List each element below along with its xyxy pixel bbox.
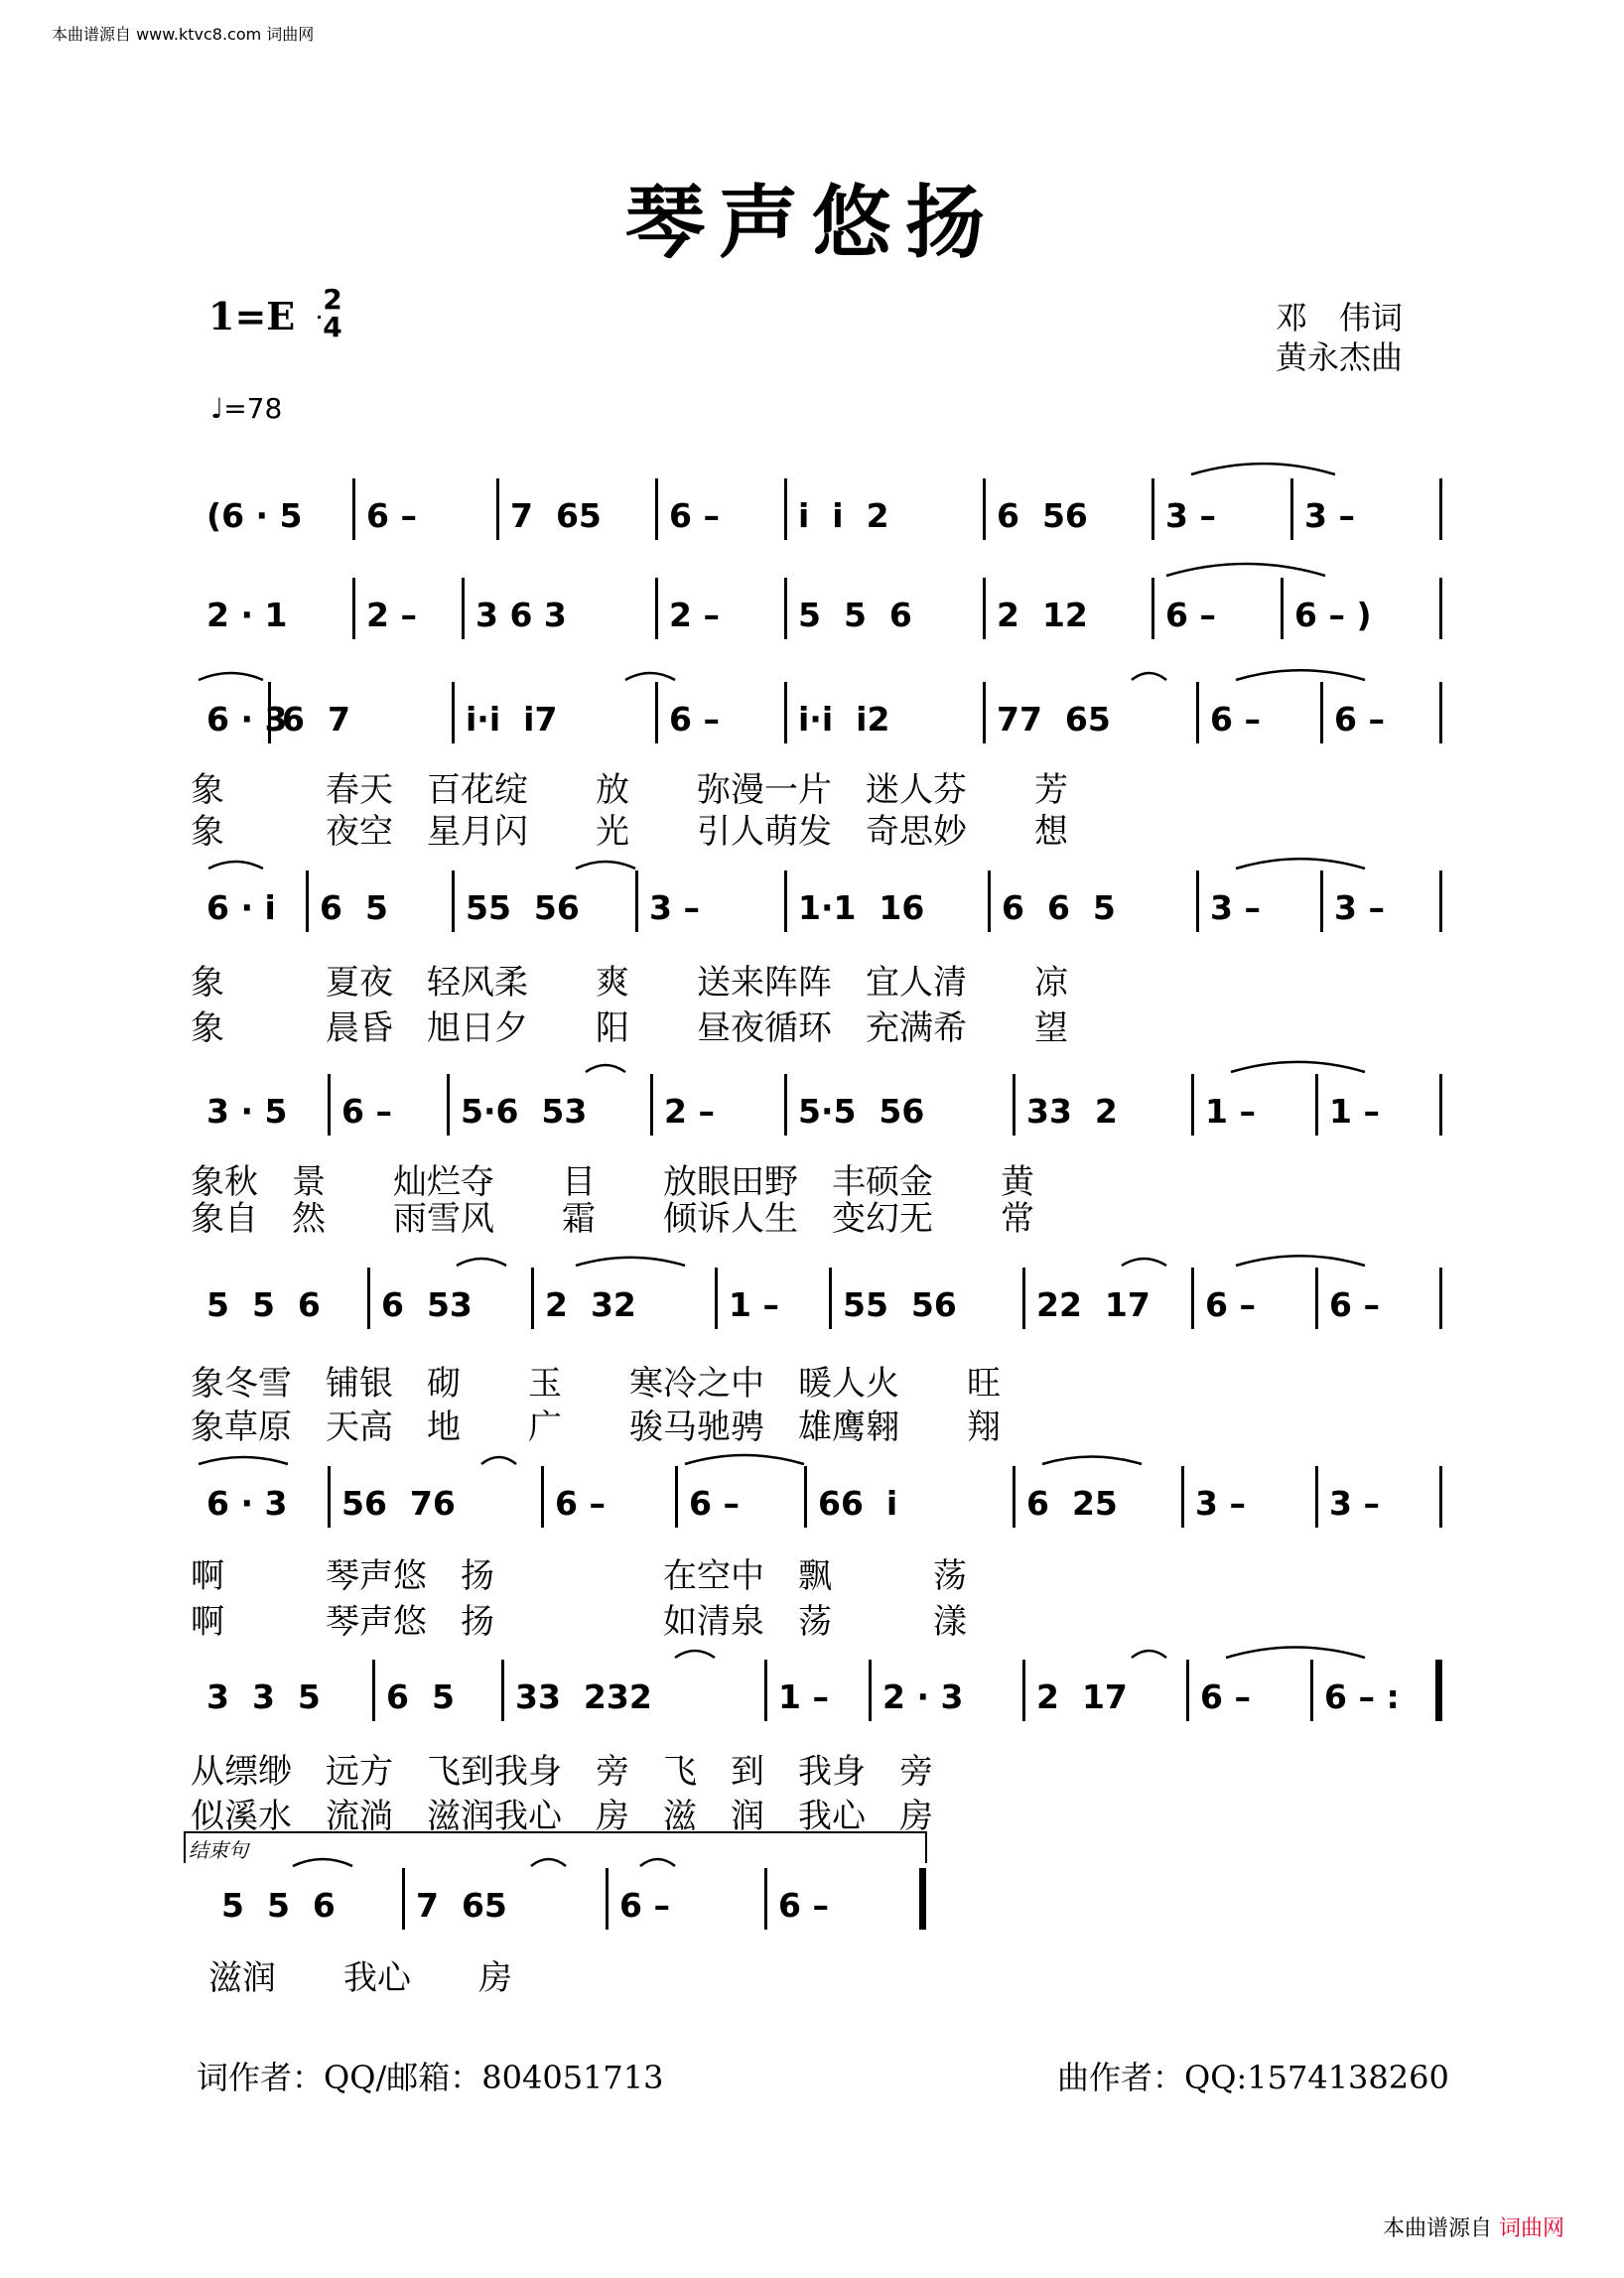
measure: 6 5 — [386, 1677, 455, 1716]
measure: 5 5 6 — [798, 596, 912, 634]
header-source: 本曲谱源自 www.ktvc8.com 词曲网 — [52, 25, 315, 44]
slur — [625, 673, 675, 680]
lyric-line: 象自 然 雨雪风 霜 倾诉人生 变幻无 常 — [191, 1199, 1034, 1239]
time-sig-top: 2 — [323, 283, 342, 316]
measure: 6 7 — [282, 700, 350, 738]
time-sig-bottom: 4 — [323, 311, 342, 343]
measure: 5·5 56 — [798, 1092, 925, 1131]
measure: 2 32 — [545, 1285, 636, 1324]
lyric-line: 啊 琴声悠 扬 如清泉 荡 漾 — [191, 1602, 967, 1642]
measure: 3 6 3 — [475, 596, 567, 634]
measure: 6 – — [1329, 1285, 1380, 1324]
lyric-line: 从缥缈 远方 飞到我身 旁 飞 到 我身 旁 — [191, 1752, 933, 1792]
slur — [1236, 670, 1365, 680]
measure: 6 – — [341, 1092, 392, 1131]
slur — [1236, 859, 1365, 869]
measure: 3 – — [1334, 888, 1385, 927]
measure: 3 3 5 — [206, 1677, 321, 1716]
slur — [1166, 564, 1325, 576]
slur — [1132, 673, 1166, 680]
measure: 3 – — [649, 888, 700, 927]
measure: 56 76 — [341, 1484, 456, 1523]
measure: 6 56 — [997, 496, 1088, 535]
slur — [1122, 1259, 1166, 1266]
measure: 6 – — [1200, 1677, 1251, 1716]
slur — [1236, 1256, 1365, 1266]
slur — [199, 1457, 288, 1464]
footer-source-a: 本曲谱源自 — [1382, 2216, 1492, 2241]
measure: 33 2 — [1026, 1092, 1118, 1131]
measure: 3 – — [1195, 1484, 1246, 1523]
measure: 3 – — [1329, 1484, 1380, 1523]
measure: 2 · 3 — [882, 1677, 964, 1716]
footer-source-b: 词曲网 — [1498, 2216, 1564, 2241]
slur — [1191, 464, 1335, 474]
slur — [685, 1455, 804, 1464]
final-bar — [1435, 1660, 1442, 1721]
slur — [576, 1258, 685, 1266]
measure: 6 53 — [381, 1285, 473, 1324]
measure: 2 – — [366, 596, 417, 634]
measure: 2 – — [664, 1092, 715, 1131]
slur — [457, 1259, 506, 1266]
lyric-line: 象 春天 百花绽 放 弥漫一片 迷人芬 芳 — [191, 770, 1068, 810]
measure: 55 56 — [466, 888, 580, 927]
ending-label: 结束句 — [189, 1838, 248, 1862]
slur — [1132, 1651, 1166, 1658]
lyricist-credit: 邓 伟词 — [1276, 299, 1404, 336]
composer-credit: 黄永杰曲 — [1276, 338, 1404, 376]
measure: 1 – — [1205, 1092, 1256, 1131]
lyric-line: 啊 琴声悠 扬 在空中 飘 荡 — [191, 1556, 967, 1596]
measure: 6 – — [555, 1484, 606, 1523]
lyric-line: 象草原 天高 地 广 骏马驰骋 雄鹰翱 翔 — [191, 1407, 1001, 1447]
measure: 2 12 — [997, 596, 1088, 634]
lyric-line: 象冬雪 铺银 砌 玉 寒冷之中 暖人火 旺 — [191, 1364, 1001, 1404]
slur — [675, 1651, 715, 1658]
measure: 6 · 3 — [206, 700, 288, 738]
tempo-mark: ♩=78 — [210, 392, 283, 425]
measure: 5·6 53 — [461, 1092, 588, 1131]
lyricist-contact: 词作者：QQ/邮箱：804051713 — [197, 2059, 664, 2096]
measure: 1 – — [1329, 1092, 1380, 1131]
measure: 6 – ) — [1294, 596, 1372, 634]
measure: 2 – — [669, 596, 720, 634]
measure: i i 2 — [798, 496, 889, 535]
measure: 55 56 — [843, 1285, 957, 1324]
lyric-line: 似溪水 流淌 滋润我心 房 滋 润 我心 房 — [191, 1797, 933, 1836]
slur — [293, 1859, 352, 1866]
measure: 7 65 — [510, 496, 602, 535]
measure: 6 – — [1165, 596, 1216, 634]
measure: 66 i — [818, 1484, 898, 1523]
measure: 3 – — [1210, 888, 1261, 927]
measure: 6 5 — [320, 888, 388, 927]
slur — [199, 673, 263, 680]
measure: 1 – — [778, 1677, 829, 1716]
key-signature: 1=E — [208, 294, 296, 338]
slur — [531, 1859, 566, 1866]
slur — [576, 862, 635, 869]
lyric-line: 象 夏夜 轻风柔 爽 送来阵阵 宜人清 凉 — [191, 963, 1068, 1003]
measure: 6 – — [1334, 700, 1385, 738]
slur — [481, 1457, 516, 1464]
song-title: 琴声悠扬 — [625, 177, 999, 269]
measure: 6 – — [669, 700, 720, 738]
measure: 6 · i — [206, 888, 276, 927]
measure: 6 – — [778, 1886, 829, 1925]
slur — [1042, 1457, 1142, 1465]
measure: 6 – : — [1324, 1677, 1400, 1716]
measure: (6 · 5 — [206, 496, 303, 535]
measure: 6 – — [1210, 700, 1261, 738]
final-bar — [919, 1868, 926, 1930]
measure: 7 65 — [416, 1886, 507, 1925]
measure: 22 17 — [1036, 1285, 1150, 1324]
measure: 5 5 6 — [221, 1886, 336, 1925]
slur — [1226, 1648, 1365, 1659]
measure: 3 – — [1304, 496, 1355, 535]
slur — [586, 1065, 625, 1072]
measure: 33 232 — [515, 1677, 652, 1716]
measure: 6 – — [619, 1886, 670, 1925]
measure: 6 – — [669, 496, 720, 535]
measure: 3 · 5 — [206, 1092, 288, 1131]
composer-contact: 曲作者：QQ:1574138260 — [1057, 2059, 1449, 2096]
slur — [1231, 1062, 1365, 1072]
measure: 6 · 3 — [206, 1484, 288, 1523]
measure: 1·1 16 — [798, 888, 925, 927]
measure: i·i i2 — [798, 700, 890, 738]
measure: 6 – — [689, 1484, 740, 1523]
measure: 77 65 — [997, 700, 1111, 738]
measure: 6 6 5 — [1002, 888, 1116, 927]
measure: 1 – — [729, 1285, 779, 1324]
measure: 3 – — [1165, 496, 1216, 535]
slur — [208, 862, 263, 869]
measure: 2 17 — [1036, 1677, 1128, 1716]
measure: 6 25 — [1026, 1484, 1118, 1523]
slur — [640, 1859, 675, 1866]
lyric-line: 象秋 景 灿烂夺 目 放眼田野 丰硕金 黄 — [191, 1162, 1034, 1202]
measure: i·i i7 — [466, 700, 558, 738]
lyric-line: 象 夜空 星月闪 光 引人萌发 奇思妙 想 — [191, 812, 1068, 852]
measure: 6 – — [1205, 1285, 1256, 1324]
measure: 6 – — [366, 496, 417, 535]
lyric-line: 象 晨昏 旭日夕 阳 昼夜循环 充满希 望 — [191, 1008, 1068, 1048]
measure: 5 5 6 — [206, 1285, 321, 1324]
lyric-line: 滋润 我心 房 — [208, 1958, 512, 1998]
measure: 2 · 1 — [206, 596, 288, 634]
